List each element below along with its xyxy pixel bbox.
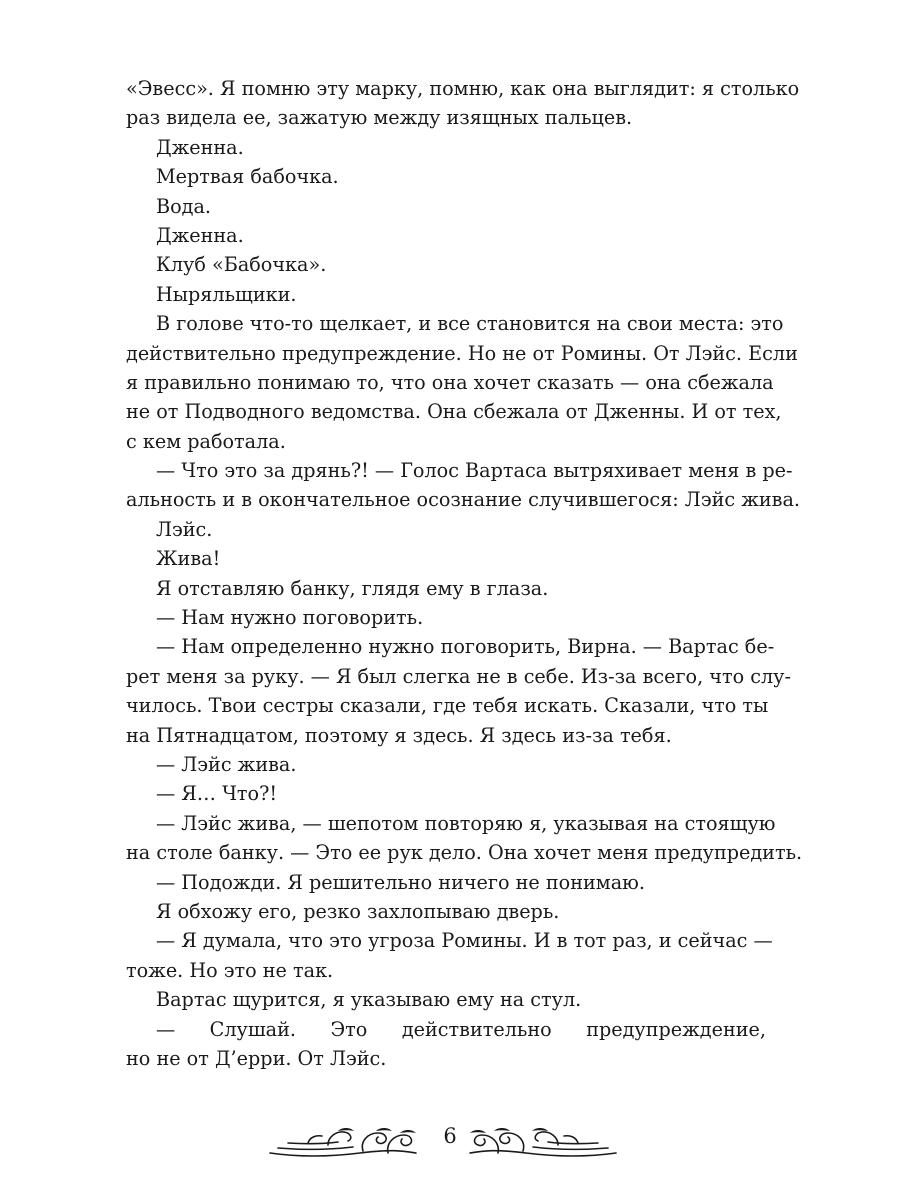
- text-line: тоже. Но это не так.: [126, 958, 334, 982]
- text-line: я правильно понимаю то, что она хочет сказать — она сбежала: [126, 370, 774, 394]
- text-line: Дженна.: [156, 223, 244, 247]
- text-line: Ныряльщики.: [156, 282, 297, 306]
- text-line: чилось. Твои сестры сказали, где тебя искать. Сказали, что ты: [126, 694, 769, 718]
- page-number: 6: [443, 1124, 457, 1148]
- text-line: Жива!: [156, 547, 221, 571]
- text-line: Мертвая бабочка.: [156, 165, 339, 189]
- text-line: Вартас щурится, я указываю ему на стул.: [156, 988, 582, 1012]
- text-line: Клуб «Бабочка».: [156, 253, 327, 277]
- text-line: Я обхожу его, резко захлопываю дверь.: [156, 899, 560, 923]
- text-line: — Я думала, что это угроза Ромины. И в тот раз, и сейчас —: [156, 929, 773, 953]
- text-line: Лэйс.: [156, 517, 213, 541]
- text-line: с кем работала.: [126, 429, 286, 453]
- text-line: действительно предупреждение. Но не от Ромины. От Лэйс. Если: [126, 341, 798, 365]
- text-line: — Я… Что?!: [156, 782, 278, 806]
- text-line: Вода.: [156, 194, 212, 218]
- text-line: не от Подводного ведомства. Она сбежала от Дженны. И от тех,: [126, 400, 782, 424]
- text-line: но не от Д’ерри. От Лэйс.: [126, 1046, 387, 1070]
- body-text: [126, 74, 803, 1073]
- text-line: — Слушай. Это действительно предупреждение,: [156, 1017, 766, 1041]
- text-line: Я отставляю банку, глядя ему в глаза.: [156, 576, 549, 600]
- text-line: рет меня за руку. — Я был слегка не в себе. Из-за всего, что слу-: [126, 664, 791, 688]
- text-line: — Подожди. Я решительно ничего не понимаю.: [156, 870, 645, 894]
- text-line: — Нам нужно поговорить.: [156, 606, 424, 630]
- text-line: — Лэйс жива.: [156, 752, 297, 776]
- text-line: В голове что-то щелкает, и все становится на свои места: это: [156, 312, 784, 336]
- text-line: альность и в окончательное осознание случившегося: Лэйс жива.: [126, 488, 800, 512]
- text-line: Дженна.: [156, 135, 244, 159]
- wave-scroll-icon: [468, 1123, 618, 1161]
- text-line: — Нам определенно нужно поговорить, Вирна. — Вартас бе-: [156, 635, 775, 659]
- text-line: — Лэйс жива, — шепотом повторяю я, указывая на стоящую: [156, 811, 776, 835]
- text-line: на Пятнадцатом, поэтому я здесь. Я здесь из-за тебя.: [126, 723, 672, 747]
- text-line: на столе банку. — Это ее рук дело. Она хочет меня предупредить.: [126, 841, 803, 865]
- text-line: «Эвесс». Я помню эту марку, помню, как она выглядит: я столько: [126, 77, 800, 100]
- text-line: — Что это за дрянь?! — Голос Вартаса вытряхивает меня в ре-: [156, 459, 793, 483]
- text-line: раз видела ее, зажатую между изящных пальцев.: [126, 106, 633, 130]
- page-footer: [0, 1105, 900, 1165]
